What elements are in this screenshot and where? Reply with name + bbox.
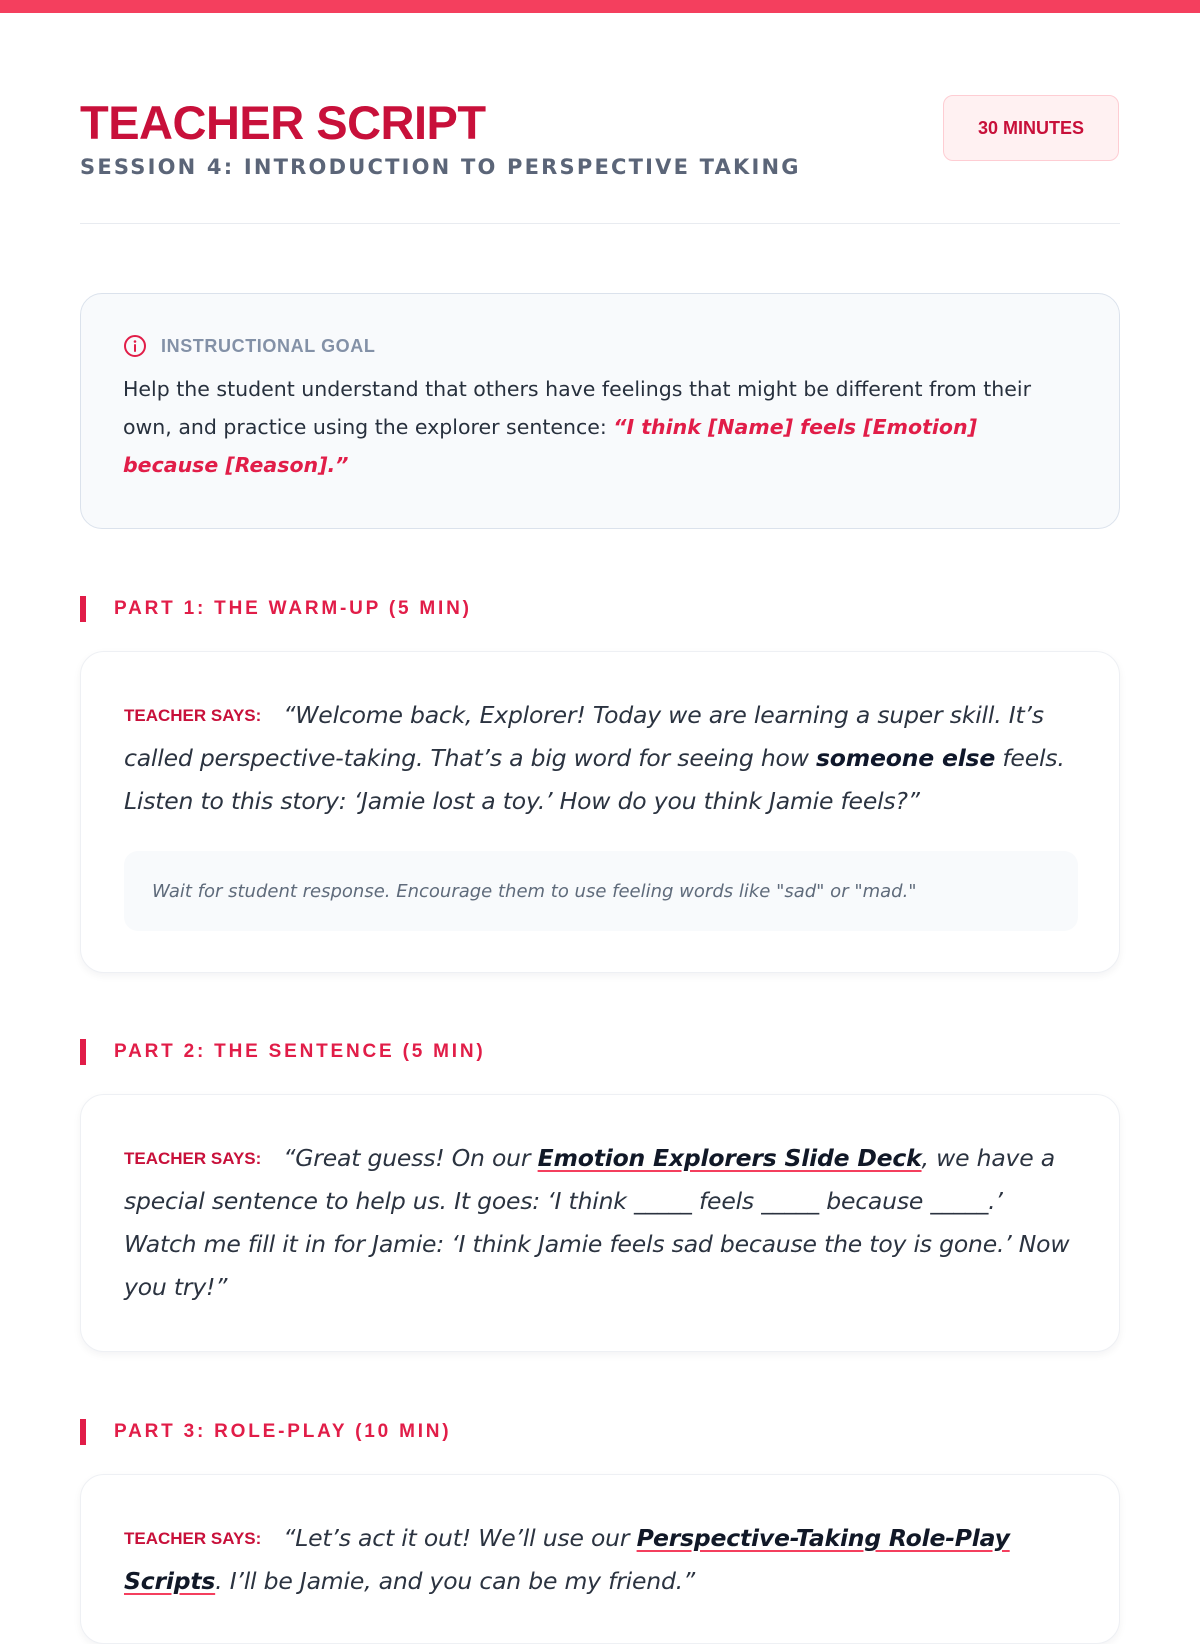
goal-body: Help the student understand that others have feelings that might be different from their own, and practice using the explorer sentence: <box>123 377 1032 439</box>
script-text: . I’ll be Jamie, and you can be my friend.” <box>215 1567 695 1595</box>
part-1-card <box>80 651 1120 973</box>
slide-deck-link[interactable]: Emotion Explorers Slide Deck <box>537 1144 922 1172</box>
duration-badge: 30 MINUTES <box>943 95 1119 161</box>
part-3-title: PART 3: ROLE-PLAY (10 MIN) <box>80 1419 451 1445</box>
part-3-script <box>124 1517 1079 1603</box>
part-2-card <box>80 1094 1120 1352</box>
teacher-says-label: TEACHER SAYS: <box>124 1529 262 1548</box>
goal-header <box>123 334 1079 358</box>
part-1-title: PART 1: THE WARM-UP (5 MIN) <box>80 596 472 622</box>
part-2-title: PART 2: THE SENTENCE (5 MIN) <box>80 1039 486 1065</box>
top-accent-bar <box>0 0 1200 13</box>
info-icon <box>123 334 147 358</box>
script-text: “Let’s act it out! We’ll use our <box>283 1524 637 1552</box>
page-title: TEACHER SCRIPT <box>80 96 486 149</box>
goal-label: INSTRUCTIONAL GOAL <box>161 335 376 356</box>
script-text: “Welcome back, Explorer! Today we are learning a super skill. It’s called perspective-taking. That’s a big word for seeing how <box>124 701 1044 772</box>
part-1-script <box>124 694 1079 823</box>
script-text: , we have a special sentence to help us. It goes: ‘I think _____ feels _____ because _____.’ Watch me fill it in for Jamie: ‘I think Jamie feels sad because the toy is gone.’ Now you try!” <box>124 1144 1070 1301</box>
script-text: “Great guess! On our <box>283 1144 538 1172</box>
teacher-says-label: TEACHER SAYS: <box>124 706 262 725</box>
teacher-says-label: TEACHER SAYS: <box>124 1149 262 1168</box>
part-2-script <box>124 1137 1079 1309</box>
session-subtitle: SESSION 4: INTRODUCTION TO PERSPECTIVE TAKING <box>80 155 801 179</box>
instructional-goal-card <box>80 293 1120 529</box>
script-text: feels. Listen to this story: ‘Jamie lost a toy.’ How do you think Jamie feels?” <box>124 744 1065 815</box>
explorer-sentence-quote: “I think [Name] feels [Emotion] because [Reason].” <box>123 415 977 477</box>
role-play-scripts-link[interactable]: Perspective-Taking Role-Play Scripts <box>124 1524 1010 1595</box>
part-3-card <box>80 1474 1120 1644</box>
script-emphasis: someone else <box>816 744 996 772</box>
goal-text <box>123 370 1079 484</box>
teacher-note: Wait for student response. Encourage them to use feeling words like "sad" or "mad." <box>124 851 1078 931</box>
header-divider <box>80 223 1120 224</box>
